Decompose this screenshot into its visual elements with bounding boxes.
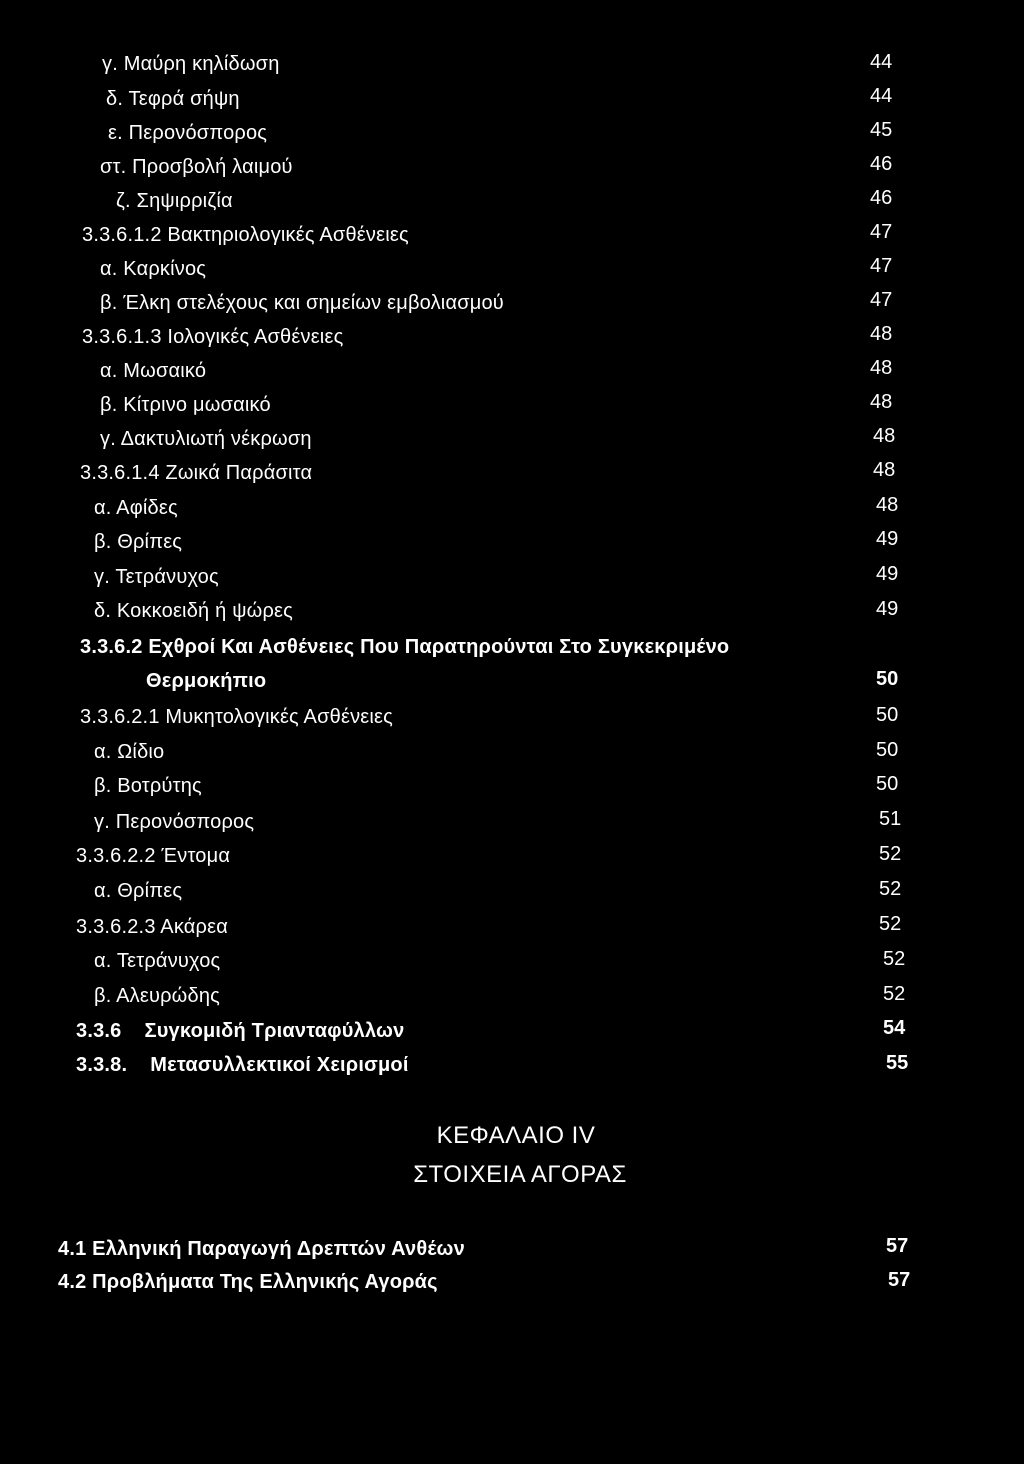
toc-entry-label: 3.3.6.1.3 Ιολογικές Ασθένειες xyxy=(82,326,344,348)
toc-entry-label: 3.3.8. Μετασυλλεκτικοί Χειρισμοί xyxy=(76,1054,409,1076)
toc-entry-label: α. Καρκίνος xyxy=(100,258,207,280)
toc-entry-label: γ. Δακτυλιωτή νέκρωση xyxy=(100,428,312,450)
toc-entry-label: γ. Μαύρη κηλίδωση xyxy=(102,53,280,75)
toc-entry-label: ζ. Σηψιρριζία xyxy=(116,190,233,212)
toc-entry-page: 52 xyxy=(883,948,906,970)
toc-entry-page: 49 xyxy=(876,563,899,585)
toc-entry-label: δ. Τεφρά σήψη xyxy=(106,88,240,110)
toc-entry-label: α. Θρίπες xyxy=(94,880,183,902)
toc-entry-page: 48 xyxy=(870,323,893,345)
toc-entry-label: 4.2 Προβλήματα Της Ελληνικής Αγοράς xyxy=(58,1271,438,1293)
toc-entry-label: 3.3.6.1.4 Ζωικά Παράσιτα xyxy=(80,462,313,484)
toc-entry-page: 57 xyxy=(888,1269,911,1291)
toc-entry-label: β. Έλκη στελέχους και σημείων εμβολιασμού xyxy=(100,292,504,314)
toc-entry-label: Θερμοκήπιο xyxy=(146,670,267,692)
toc-entry-page: 54 xyxy=(883,1017,906,1039)
toc-entry-label: β. Βοτρύτης xyxy=(94,775,202,797)
toc-entry-page: 47 xyxy=(870,289,893,311)
toc-entry-label: γ. Περονόσπορος xyxy=(94,811,255,833)
toc-entry-label: α. Τετράνυχος xyxy=(94,950,221,972)
toc-entry-page: 49 xyxy=(876,528,899,550)
toc-entry-page: 48 xyxy=(870,357,893,379)
toc-entry-label: 3.3.6.2 Εχθροί Και Ασθένειες Που Παρατηρούνται Στο Συγκεκριμένο xyxy=(80,636,730,658)
toc-entry-label: ε. Περονόσπορος xyxy=(108,122,268,144)
toc-entry-label: 4.1 Ελληνική Παραγωγή Δρεπτών Ανθέων xyxy=(58,1238,465,1260)
toc-entry-page: 47 xyxy=(870,255,893,277)
toc-entry-label: γ. Τετράνυχος xyxy=(94,566,219,588)
chapter-title: ΚΕΦΑΛΑΙΟ IV xyxy=(436,1122,596,1149)
toc-entry-page: 46 xyxy=(870,187,893,209)
toc-entry-label: 3.3.6.2.2 Έντομα xyxy=(76,845,231,867)
toc-entry-page: 50 xyxy=(876,773,899,795)
toc-entry-label: 3.3.6 Συγκομιδή Τριανταφύλλων xyxy=(76,1020,405,1042)
toc-entry-label: δ. Κοκκοειδή ή ψώρες xyxy=(94,600,293,622)
toc-entry-label: 3.3.6.2.1 Μυκητολογικές Ασθένειες xyxy=(80,706,393,728)
toc-entry-label: β. Αλευρώδης xyxy=(94,985,220,1007)
toc-entry-label: β. Θρίπες xyxy=(94,531,183,553)
toc-entry-label: 3.3.6.2.3 Ακάρεα xyxy=(76,916,229,938)
toc-entry-label: α. Μωσαικό xyxy=(100,360,207,382)
toc-entry-page: 49 xyxy=(876,598,899,620)
toc-entry-page: 46 xyxy=(870,153,893,175)
toc-entry-page: 52 xyxy=(879,878,902,900)
toc-entry-page: 44 xyxy=(870,85,893,107)
toc-entry-page: 44 xyxy=(870,51,893,73)
chapter-subtitle: ΣΤΟΙΧΕΙΑ ΑΓΟΡΑΣ xyxy=(413,1161,627,1188)
toc-entry-page: 50 xyxy=(876,739,899,761)
toc-entry-page: 48 xyxy=(870,391,893,413)
toc-entry-page: 52 xyxy=(883,983,906,1005)
toc-entry-label: α. Αφίδες xyxy=(94,497,178,519)
toc-entry-page: 51 xyxy=(879,808,902,830)
toc-entry-page: 55 xyxy=(886,1052,909,1074)
toc-entry-page: 57 xyxy=(886,1235,909,1257)
toc-entry-label: β. Κίτρινο μωσαικό xyxy=(100,394,271,416)
toc-entry-page: 50 xyxy=(876,668,899,690)
toc-entry-page: 45 xyxy=(870,119,893,141)
toc-entry-page: 52 xyxy=(879,913,902,935)
toc-entry-label: α. Ωίδιο xyxy=(94,741,165,763)
toc-entry-label: στ. Προσβολή λαιμού xyxy=(100,156,293,178)
toc-entry-page: 50 xyxy=(876,704,899,726)
toc-entry-page: 47 xyxy=(870,221,893,243)
toc-entry-label: 3.3.6.1.2 Βακτηριολογικές Ασθένειες xyxy=(82,224,409,246)
toc-entry-page: 52 xyxy=(879,843,902,865)
toc-entry-page: 48 xyxy=(873,425,896,447)
toc-entry-page: 48 xyxy=(876,494,899,516)
toc-entry-page: 48 xyxy=(873,459,896,481)
